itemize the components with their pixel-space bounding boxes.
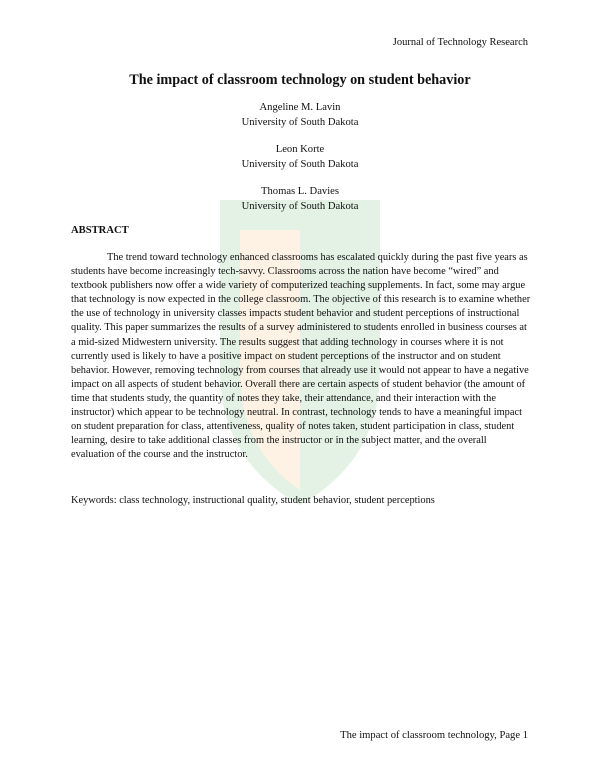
author-entry bbox=[0, 143, 600, 172]
keywords: Keywords: class technology, instructional quality, student behavior, student perceptions bbox=[71, 495, 435, 506]
abstract-body: The trend toward technology enhanced classrooms has escalated quickly during the past five years as students have become increasingly tech-savvy. Classrooms across the nation have become “wired” and textbook publishers now offer a wide variety of computerized teaching supplements. In fact, some may argue that technology is now expected in the college classroom. The objective of this research is to examine whether the use of technology in university classes impacts student behavior and student perceptions of instructional quality. This paper summarizes the results of a survey administered to students enrolled in business courses at a mid-sized Midwestern university. The results suggest that adding technology in courses where it is not currently used is likely to have a positive impact on student perceptions of the instructor and on student behavior. However, removing technology from courses that already use it would not appear to have a negative impact on all aspects of student behavior. Overall there are certain aspects of student behavior (the amount of time that students study, the quantity of notes they take, their attendance, and their interaction with the instructor) which appear to be technology neutral. In contrast, technology tends to have a meaningful impact on student preparation for class, attentiveness, quality of notes taken, student participation in class, student learning, desire to take additional classes from the instructor or in the subject matter, and the overall evaluation of the course and the instructor. bbox=[71, 252, 531, 461]
author-entry bbox=[0, 101, 600, 130]
author-name: Leon Korte bbox=[275, 144, 325, 155]
author-name: Angeline M. Lavin bbox=[259, 102, 341, 113]
paper-title: The impact of classroom technology on student behavior bbox=[129, 72, 471, 88]
author-affiliation: University of South Dakota bbox=[241, 200, 359, 212]
page-footer: The impact of classroom technology, Page 1 bbox=[340, 730, 528, 741]
author-affiliation: University of South Dakota bbox=[241, 158, 359, 170]
abstract-heading: ABSTRACT bbox=[71, 225, 129, 236]
author-affiliation: University of South Dakota bbox=[241, 116, 359, 128]
author-name: Thomas L. Davies bbox=[261, 186, 339, 197]
author-entry bbox=[0, 185, 600, 214]
running-head: Journal of Technology Research bbox=[392, 37, 528, 48]
author-list bbox=[0, 101, 600, 227]
